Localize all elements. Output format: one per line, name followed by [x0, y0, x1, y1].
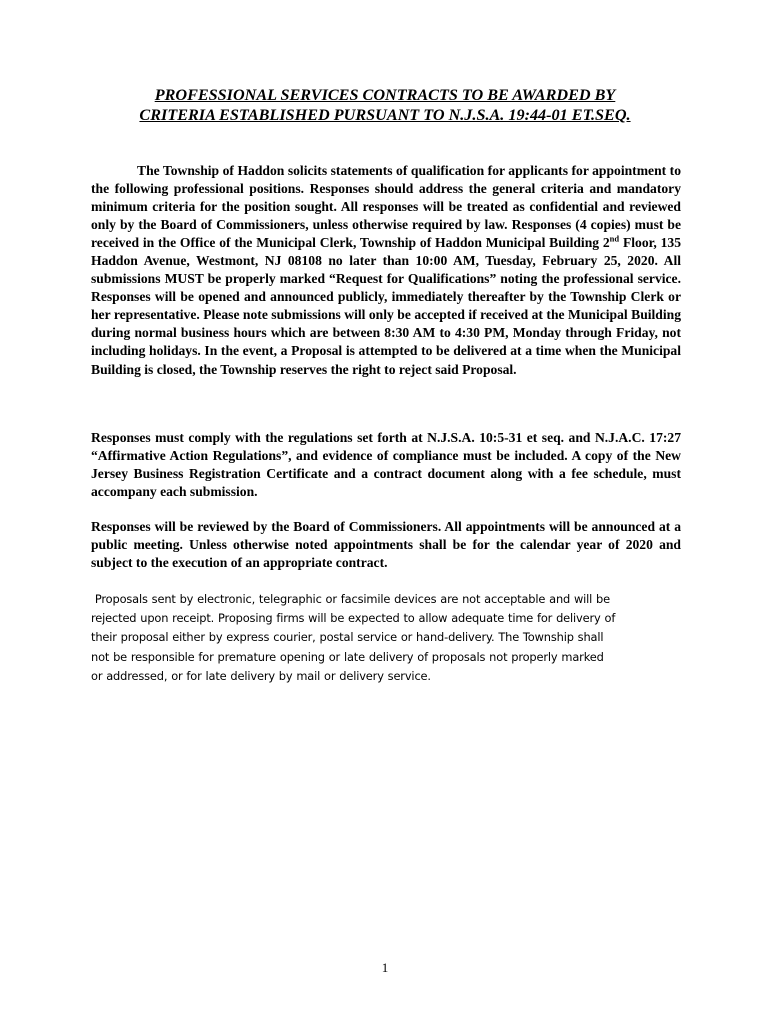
title-line-1: PROFESSIONAL SERVICES CONTRACTS TO BE AWARDED BY — [154, 86, 616, 104]
delivery-notice-line: rejected upon receipt. Proposing firms will be expected to allow adequate time for delivery of — [91, 611, 616, 626]
page-number: 1 — [381, 960, 389, 975]
document-title — [60, 85, 710, 125]
floor-ordinal-superscript: nd — [609, 233, 620, 244]
title-line-2: CRITERIA ESTABLISHED PURSUANT TO N.J.S.A. 19:44-01 ET.SEQ. — [139, 106, 631, 124]
paragraph-solicitation — [91, 162, 681, 379]
delivery-notice-line: Proposals sent by electronic, telegraphic or facsimile devices are not acceptable and will be — [91, 592, 611, 606]
delivery-notice-line: or addressed, or for late delivery by mail or delivery service. — [91, 668, 431, 683]
paragraph-review: Responses will be reviewed by the Board of Commissioners. All appointments will be announced at a public meeting. Unless otherwise noted appointments shall be for the calendar year of 2020 and subject to the execution of an appropriate contract. — [91, 519, 681, 571]
delivery-notice-line: not be responsible for premature opening or late delivery of proposals not properly marked — [91, 649, 604, 664]
delivery-notice-line: their proposal either by express courier, postal service or hand-delivery. The Township shall — [91, 630, 604, 645]
paragraph-solicitation-text-b: Floor, 135 Haddon Avenue, Westmont, NJ 08108 no later than 10:00 AM, Tuesday, February 25, 2020. All submissions MUST be properly marked “Request for Qualifications” noting the professional service. Responses will be opened and announced publicly, immediately thereafter by the Township Clerk or her representative. Please note submissions will only be accepted if received at the Municipal Building during normal business hours which are between 8:30 AM to 4:30 PM, Monday through Friday, not including holidays. In the event, a Proposal is attempted to be delivered at a time when the Municipal Building is closed, the Township reserves the right to reject said Proposal. — [91, 235, 682, 377]
paragraph-solicitation-text-a: The Township of Haddon solicits statements of qualification for applicants for appointment to the following professional positions. Responses should address the general criteria and mandatory minimum criteria for the position sought. All responses will be treated as confidential and reviewed only by the Board of Commissioners, unless otherwise required by law. Responses (4 copies) must be received in the Office of the Municipal Clerk, Township of Haddon Municipal Building 2 — [91, 163, 681, 251]
paragraph-compliance: Responses must comply with the regulations set forth at N.J.S.A. 10:5-31 et seq. and N.J.A.C. 17:27 “Affirmative Action Regulations”, and evidence of compliance must be included. A copy of the New Jersey Business Registration Certificate and a contract document along with a fee schedule, must accompany each submission. — [91, 430, 681, 500]
paragraph-delivery-notice — [91, 590, 683, 686]
